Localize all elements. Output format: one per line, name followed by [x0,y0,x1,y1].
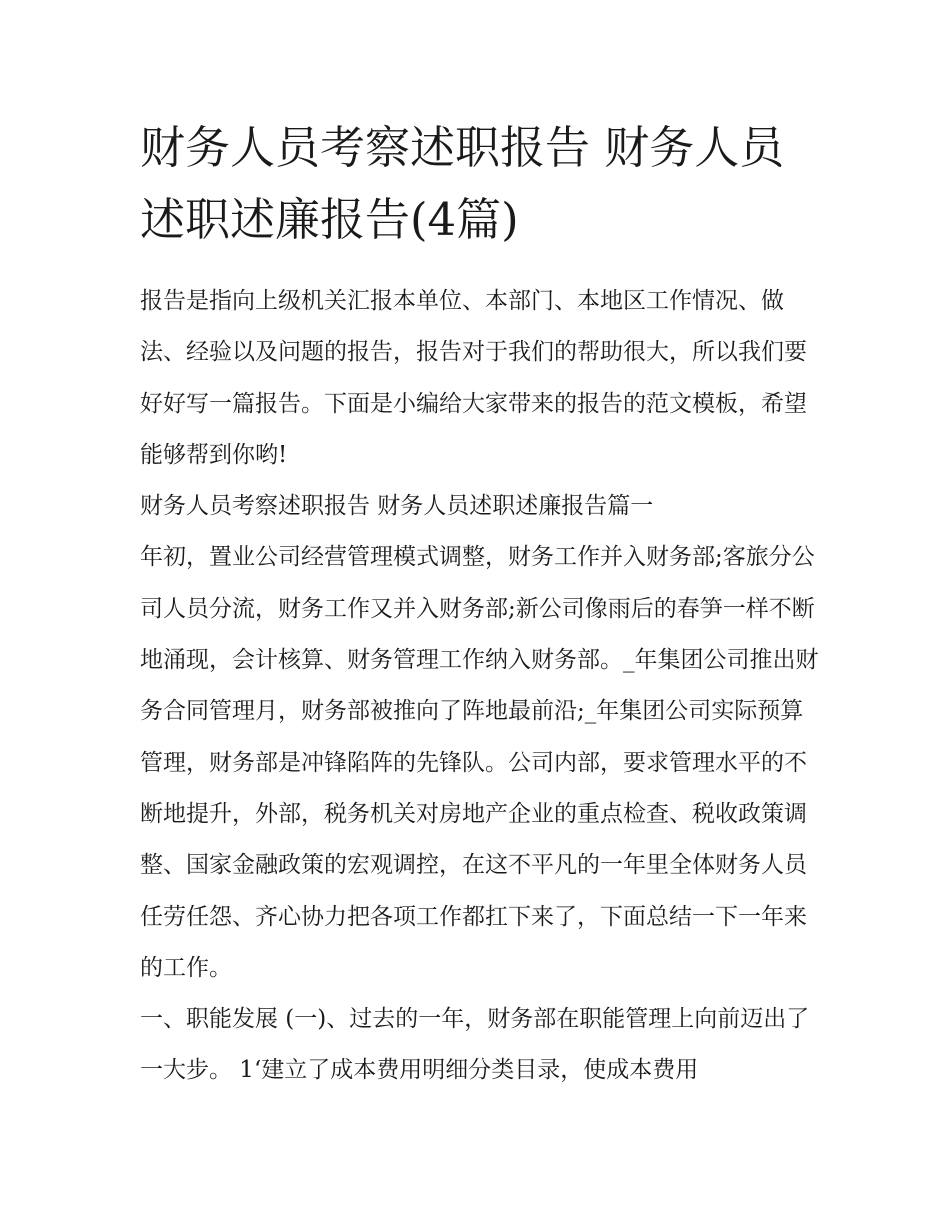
document-title: 财务人员考察述职报告 财务人员述职述廉报告(4篇) [140,121,785,246]
body-paragraph: 一、职能发展 (一)、过去的一年，财务部在职能管理上向前迈出了一大步。 1‘建立了成本费用明细分类目录，使成本费用 [140,1006,810,1084]
section-heading: 财务人员考察述职报告 财务人员述职述廉报告篇一 [140,493,654,520]
body-paragraph: 年初，置业公司经营管理模式调整，财务工作并入财务部;客旅分公司人员分流，财务工作又并入财务部;新公司像雨后的春笋一样不断地涌现，会计核算、财务管理工作纳入财务部。_年集团公司推出财务合同管理月，财务部被推向了阵地最前沿;_年集团公司实际预算管理，财务部是冲锋陷阵的先锋队。公司内部，要求管理水平的不断地提升，外部，税务机关对房地产企业的重点检查、税收政策调整、国家金融政策的宏观调控，在这不平凡的一年里全体财务人员任劳任怨、齐心协力把各项工作都扛下来了，下面总结一下一年来的工作。 [140,544,819,981]
document-body [140,276,820,1097]
intro-paragraph: 报告是指向上级机关汇报本单位、本部门、本地区工作情况、做法、经验以及问题的报告，报告对于我们的帮助很大，所以我们要好好写一篇报告。下面是小编给大家带来的报告的范文模板，希望能够帮到你哟! [140,288,807,468]
